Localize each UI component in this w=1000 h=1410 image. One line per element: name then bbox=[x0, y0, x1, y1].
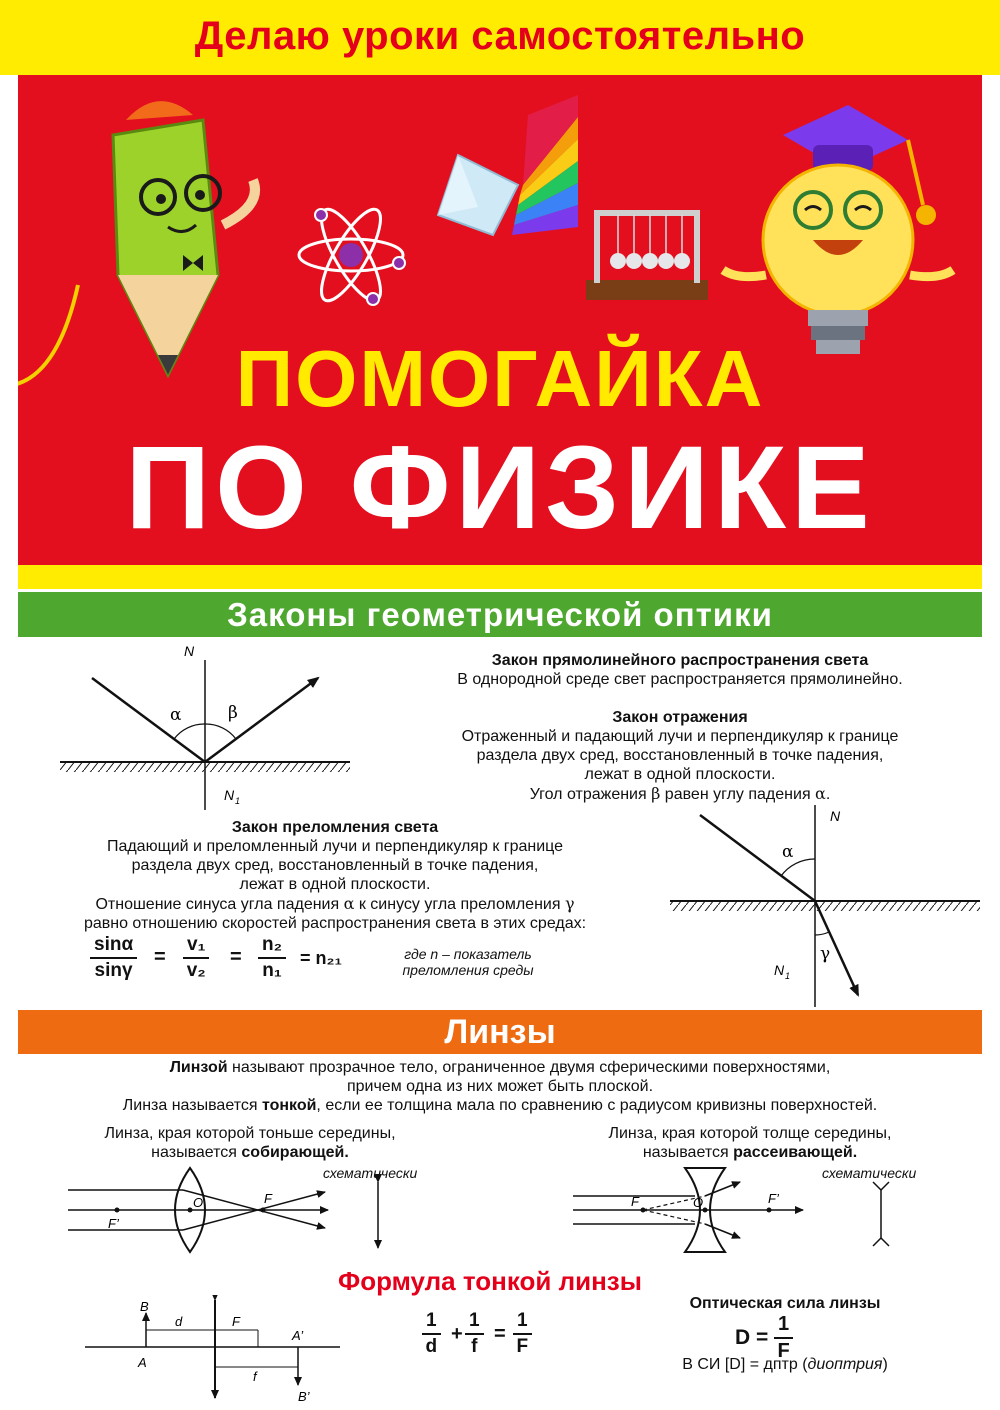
thin-lens-f1-den: d bbox=[425, 1336, 438, 1357]
lens-intro-line1 bbox=[20, 1058, 980, 1077]
thin-lens-label-focus: F bbox=[232, 1314, 240, 1329]
diverging-virtual-ray-bottom bbox=[643, 1210, 705, 1224]
si-note-b: ) bbox=[882, 1356, 888, 1373]
thin-lens-f1-num: 1 bbox=[422, 1310, 441, 1335]
snell-note bbox=[368, 946, 568, 978]
snell-n1: n₁ bbox=[262, 960, 282, 981]
law-refraction-line1: Падающий и преломленный лучи и перпендикуляр к границе bbox=[106, 838, 564, 855]
snell-n2: n₂ bbox=[258, 934, 286, 959]
converging-line1: Линза, края которой тоньше середины, bbox=[104, 1125, 396, 1142]
refraction-label-alpha: α bbox=[782, 842, 794, 862]
snell-result: = n₂₁ bbox=[300, 948, 342, 968]
optical-power-si-note bbox=[620, 1356, 950, 1374]
lightbulb-character-icon bbox=[723, 105, 953, 354]
lens-intro-rest: называют прозрачное тело, ограниченное двумя сферическими поверхностями, bbox=[227, 1059, 831, 1076]
law-refraction-line3: лежат в одной плоскости. bbox=[239, 876, 431, 893]
diverging-term: рассеивающей bbox=[733, 1144, 853, 1161]
law-refraction-alpha: α bbox=[343, 894, 355, 913]
reflection-diagram bbox=[60, 640, 350, 810]
law-reflection-line1: Отраженный и падающий лучи и перпендикуляр к границе bbox=[461, 728, 899, 745]
hero-bottom-stripe bbox=[18, 565, 982, 589]
reflection-reflected-ray bbox=[205, 678, 318, 762]
converging-line2-a: называется bbox=[151, 1144, 242, 1161]
thin-lens-equals: = bbox=[494, 1323, 506, 1345]
law-rectilinear-block bbox=[400, 651, 960, 689]
law-refraction-line4-b: к синусу угла преломления bbox=[354, 896, 565, 913]
prism-icon bbox=[438, 95, 578, 235]
thin-lens-diagram bbox=[80, 1295, 350, 1405]
lenses-section-title: Линзы bbox=[18, 1010, 982, 1054]
snell-note-line2: преломления среды bbox=[402, 962, 534, 978]
law-reflection-alpha: α bbox=[815, 784, 826, 803]
snell-fraction-sin bbox=[90, 934, 137, 982]
reflection-label-n: N bbox=[184, 643, 195, 659]
diverging-schematic-label: схематически bbox=[822, 1165, 917, 1181]
diverging-ray-bottom-out bbox=[705, 1224, 740, 1238]
thin-lens-label-f: f bbox=[253, 1369, 257, 1384]
si-note-a: В СИ [D] = дптр ( bbox=[682, 1356, 808, 1373]
converging-line2-b: . bbox=[344, 1144, 349, 1161]
refraction-diagram bbox=[670, 805, 980, 1010]
refraction-surface-hatch bbox=[670, 901, 980, 911]
law-refraction-title: Закон преломления света bbox=[231, 819, 439, 836]
snell-fraction-velocity bbox=[183, 934, 209, 982]
thin-lens-f2-num: 1 bbox=[465, 1310, 484, 1335]
law-refraction-line4 bbox=[40, 894, 630, 914]
law-refraction-line2: раздела двух сред, восстановленный в точке падения, bbox=[131, 857, 539, 874]
converging-caption bbox=[60, 1124, 440, 1162]
law-refraction-gamma: γ bbox=[564, 894, 575, 913]
thin-lens-label-b: B bbox=[140, 1299, 149, 1314]
atom-icon bbox=[299, 202, 405, 308]
lens-thin-b: , если ее толщина мала по сравнению с радиусом кривизны поверхностей. bbox=[316, 1097, 878, 1114]
law-reflection-line4-a: Угол отражения bbox=[529, 786, 652, 803]
optical-power-title: Оптическая сила линзы bbox=[689, 1295, 881, 1312]
refraction-label-gamma: γ bbox=[820, 944, 831, 964]
optics-section-title: Законы геометрической оптики bbox=[18, 592, 982, 637]
hero-title-line2: ПО ФИЗИКЕ bbox=[125, 422, 875, 554]
law-reflection-line4-b: равен углу падения bbox=[660, 786, 816, 803]
diverging-ray-top-out bbox=[705, 1182, 740, 1196]
reflection-label-n1: N bbox=[224, 787, 235, 803]
lens-intro-block bbox=[20, 1058, 980, 1115]
diverging-caption bbox=[560, 1124, 940, 1162]
diverging-line1: Линза, края которой толще середины, bbox=[608, 1125, 892, 1142]
refraction-angle-arc-gamma bbox=[815, 932, 829, 935]
thin-lens-label-b2: B’ bbox=[298, 1389, 310, 1404]
lens-thin-line bbox=[20, 1096, 980, 1115]
diverging-line2-b: . bbox=[852, 1144, 858, 1161]
hero-banner bbox=[18, 75, 982, 565]
diverging-label-o: O bbox=[693, 1195, 704, 1210]
thin-lens-f2-den: f bbox=[471, 1336, 478, 1357]
optical-power-den: F bbox=[777, 1340, 790, 1362]
law-reflection-line4 bbox=[400, 784, 960, 804]
diverging-focus2-point bbox=[767, 1208, 772, 1213]
thin-lens-f3-num: 1 bbox=[513, 1310, 532, 1335]
converging-schematic-label: схематически bbox=[323, 1165, 418, 1181]
converging-center-point bbox=[188, 1208, 193, 1213]
snell-equals-1: = bbox=[154, 946, 166, 968]
refraction-label-n1: N bbox=[774, 962, 785, 978]
thin-lens-fraction-focal bbox=[513, 1310, 532, 1358]
converging-focus-point bbox=[261, 1208, 266, 1213]
law-refraction-line4-a: Отношение синуса угла падения bbox=[95, 896, 344, 913]
lens-intro-term: Линзой bbox=[169, 1059, 228, 1076]
law-reflection-line4-c: . bbox=[825, 786, 831, 803]
converging-lens-diagram bbox=[60, 1160, 420, 1260]
snell-sin-gamma: sinγ bbox=[94, 960, 133, 981]
si-note-term: диоптрия bbox=[807, 1356, 883, 1373]
optical-power-lhs: D = bbox=[735, 1326, 769, 1349]
refraction-incident-ray bbox=[700, 815, 815, 901]
law-reflection-line3: лежат в одной плоскости. bbox=[584, 766, 776, 783]
reflection-label-alpha: α bbox=[170, 705, 182, 725]
thin-lens-fraction-f bbox=[465, 1310, 484, 1358]
law-rectilinear-title: Закон прямолинейного распространения света bbox=[491, 652, 869, 669]
law-reflection-beta: β bbox=[651, 784, 661, 803]
law-reflection-title: Закон отражения bbox=[612, 709, 748, 726]
thin-lens-plus: + bbox=[451, 1323, 463, 1345]
header-title: Делаю уроки самостоятельно bbox=[194, 14, 806, 58]
converging-term: собирающей bbox=[241, 1144, 345, 1161]
law-rectilinear-text: В однородной среде свет распространяется прямолинейно. bbox=[457, 671, 903, 688]
thin-lens-fraction-d bbox=[422, 1310, 441, 1358]
optical-power-num: 1 bbox=[774, 1313, 793, 1339]
converging-focus2-point bbox=[115, 1208, 120, 1213]
thin-lens-f3-den: F bbox=[516, 1336, 529, 1357]
diverging-label-f2: F’ bbox=[768, 1191, 779, 1206]
lens-thin-term: тонкой bbox=[261, 1097, 317, 1114]
reflection-incident-ray bbox=[92, 678, 205, 762]
snell-v2: v₂ bbox=[186, 960, 206, 981]
thin-lens-label-a2: A’ bbox=[292, 1328, 304, 1343]
lens-thin-a: Линза называется bbox=[122, 1097, 262, 1114]
diverging-focus-point bbox=[641, 1208, 646, 1213]
thin-lens-label-a: A bbox=[138, 1355, 147, 1370]
lens-intro-line2: причем одна из них может быть плоской. bbox=[346, 1078, 654, 1095]
thin-lens-formula-title: Формула тонкой линзы bbox=[338, 1266, 642, 1296]
diverging-center-point bbox=[703, 1208, 708, 1213]
law-reflection-block bbox=[400, 708, 960, 804]
converging-label-f: F bbox=[264, 1191, 272, 1206]
snell-note-line1: где n – показатель bbox=[404, 946, 532, 962]
reflection-label-n1-sub: 1 bbox=[235, 796, 241, 806]
thin-lens-label-d: d bbox=[175, 1314, 183, 1329]
law-refraction-block bbox=[40, 818, 630, 933]
refraction-label-n1-sub: 1 bbox=[785, 971, 791, 981]
diverging-lens-diagram bbox=[565, 1160, 945, 1260]
snell-equals-2: = bbox=[230, 946, 242, 968]
newtons-cradle-icon bbox=[586, 210, 708, 300]
snell-sin-alpha: sinα bbox=[90, 934, 137, 959]
refraction-label-n: N bbox=[830, 808, 841, 824]
diverging-line2-a: называется bbox=[642, 1144, 734, 1161]
reflection-label-beta: β bbox=[228, 703, 238, 723]
law-reflection-line2: раздела двух сред, восстановленный в точке падения, bbox=[476, 747, 884, 764]
snell-fraction-index bbox=[258, 934, 286, 982]
hero-title-line1: ПОМОГАЙКА bbox=[235, 334, 765, 423]
diverging-schematic-symbol bbox=[873, 1182, 889, 1246]
converging-label-f2: F’ bbox=[108, 1216, 119, 1231]
converging-label-o: O bbox=[193, 1195, 204, 1210]
diverging-label-f: F bbox=[631, 1194, 639, 1209]
snell-v1: v₁ bbox=[183, 934, 209, 959]
law-refraction-line5: равно отношению скоростей распространения света в этих средах: bbox=[83, 915, 587, 932]
